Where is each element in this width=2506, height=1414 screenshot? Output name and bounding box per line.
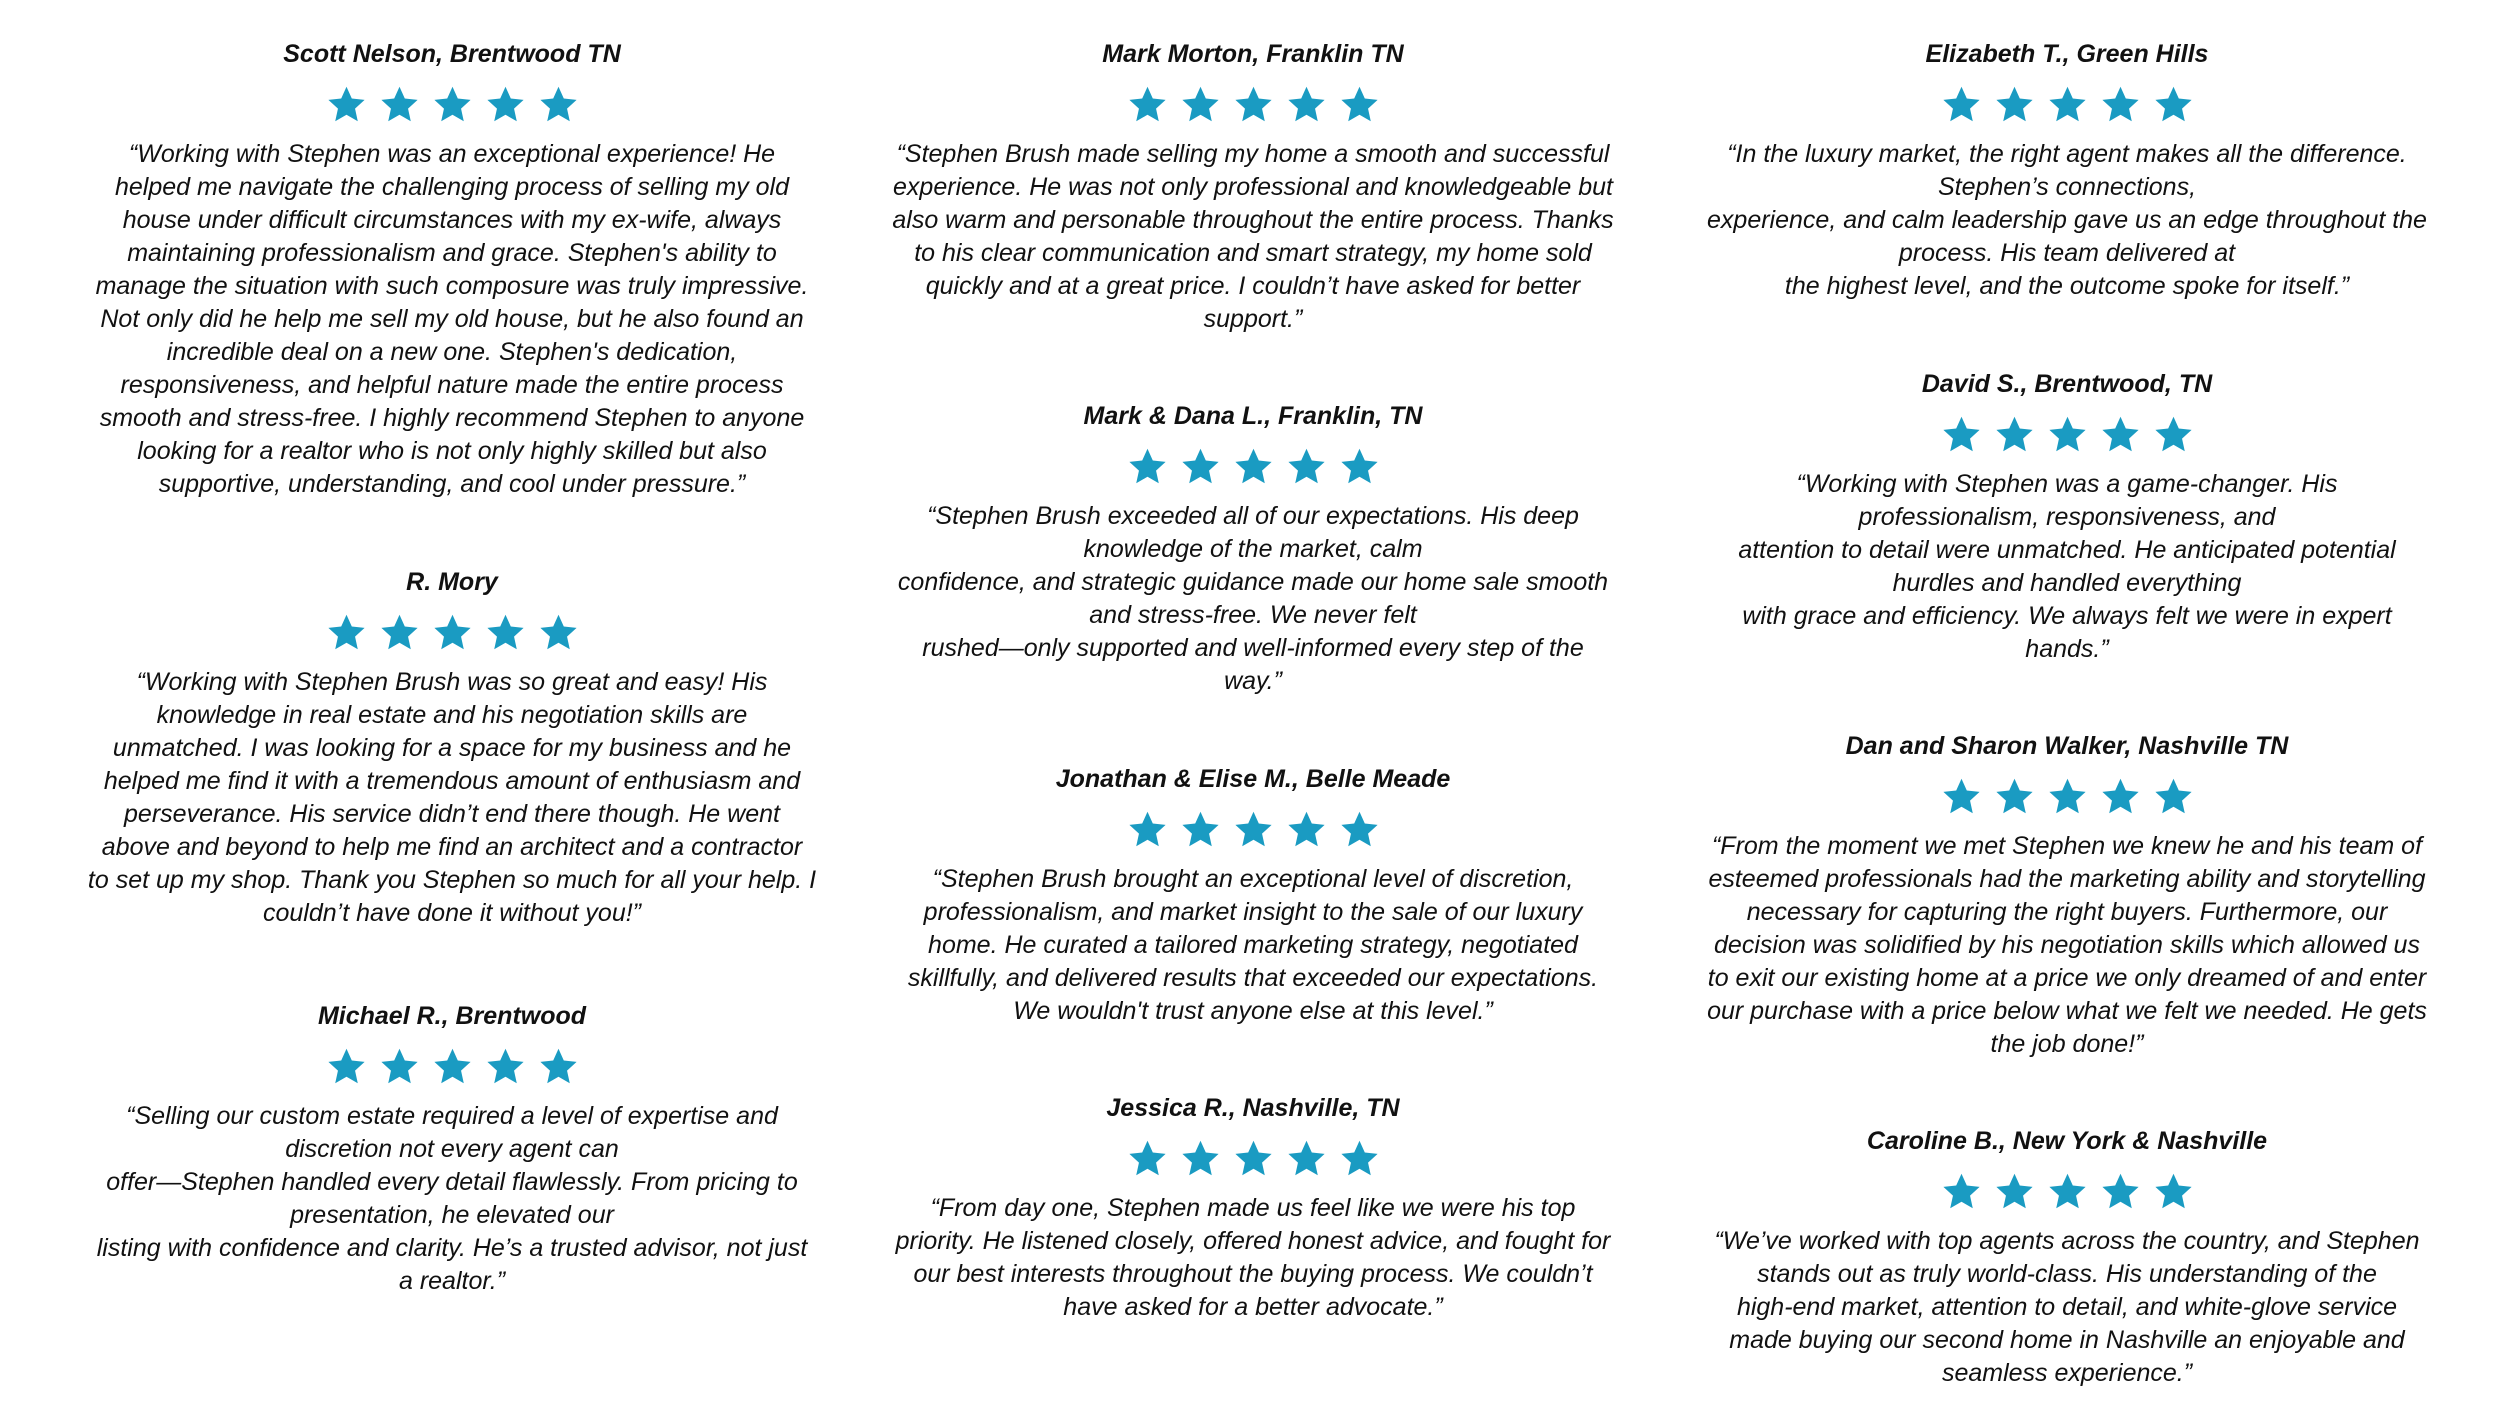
- testimonial-card: [82, 1000, 822, 1298]
- testimonial-card: [1697, 730, 2437, 1061]
- reviewer-name: Jessica R., Nashville, TN: [1106, 1094, 1400, 1122]
- reviewer-name: Scott Nelson, Brentwood TN: [283, 40, 621, 68]
- testimonial-card: [1697, 1125, 2437, 1390]
- star-icon: [379, 84, 420, 125]
- star-icon: [1233, 84, 1274, 125]
- reviewer-name: R. Mory: [406, 568, 498, 596]
- testimonial-card: [82, 38, 822, 501]
- reviewer-name: Elizabeth T., Green Hills: [1925, 40, 2209, 68]
- star-icon: [485, 612, 526, 653]
- star-icon: [1941, 776, 1982, 817]
- testimonial-card: [82, 566, 822, 930]
- testimonial-card: [883, 38, 1623, 336]
- star-icon: [326, 612, 367, 653]
- star-icon: [538, 1046, 579, 1087]
- review-text: “Selling our custom estate required a level of expertise and discretion not every agent can offer—Stephen handled every detail flawlessly. From pricing to presentation, he elevated our listing with confidence and clarity. He’s a trusted advisor, not just a realtor.”: [96, 1102, 808, 1295]
- star-icon: [1994, 414, 2035, 455]
- star-icon: [1286, 84, 1327, 125]
- star-rating: [883, 84, 1623, 126]
- star-icon: [1127, 446, 1168, 487]
- star-icon: [1180, 1138, 1221, 1179]
- star-icon: [2100, 84, 2141, 125]
- reviewer-name: Mark & Dana L., Franklin, TN: [1083, 402, 1423, 430]
- star-icon: [326, 1046, 367, 1087]
- testimonial-card: [1697, 368, 2437, 666]
- review-text: “Working with Stephen was a game-changer. His professionalism, responsiveness, and attention to detail were unmatched. He anticipated potential hurdles and handled everything with grace and efficiency. We always felt we were in expert hands.”: [1738, 470, 2396, 663]
- star-rating: [1697, 1171, 2437, 1213]
- star-icon: [2153, 84, 2194, 125]
- star-icon: [1286, 1138, 1327, 1179]
- star-rating: [82, 612, 822, 654]
- star-rating: [883, 809, 1623, 851]
- star-rating: [1697, 84, 2437, 126]
- star-icon: [538, 84, 579, 125]
- review-text: “Stephen Brush exceeded all of our expectations. His deep knowledge of the market, calm confidence, and strategic guidance made our home sale smooth and stress-free. We never felt rushed—only supported and well-informed every step of the way.”: [897, 502, 1609, 695]
- star-icon: [326, 84, 367, 125]
- star-icon: [1941, 1171, 1982, 1212]
- star-icon: [1339, 446, 1380, 487]
- star-icon: [1180, 446, 1221, 487]
- reviewer-name: Jonathan & Elise M., Belle Meade: [1055, 765, 1451, 793]
- star-icon: [1180, 84, 1221, 125]
- star-icon: [1180, 809, 1221, 850]
- star-icon: [2153, 776, 2194, 817]
- star-icon: [1286, 446, 1327, 487]
- star-icon: [2100, 1171, 2141, 1212]
- star-rating: [82, 1046, 822, 1088]
- reviewer-name: David S., Brentwood, TN: [1921, 370, 2213, 398]
- review-text: “We’ve worked with top agents across the country, and Stephen stands out as truly world-class. His understanding of the high-end market, attention to detail, and white-glove service made buying our second home in Nashville an enjoyable and seamless experience.”: [1714, 1227, 2420, 1387]
- star-icon: [432, 84, 473, 125]
- star-icon: [1339, 809, 1380, 850]
- testimonial-card: [883, 1092, 1623, 1324]
- review-text: “Working with Stephen Brush was so great and easy! His knowledge in real estate and his negotiation skills are unmatched. I was looking for a space for my business and he helped me find it with a tremendous amount of enthusiasm and perseverance. His service didn’t end there though. He went above and beyond to help me find an architect and a contractor to set up my shop. Thank you Stephen so much for all your help. I couldn’t have done it without you!”: [87, 668, 817, 927]
- star-icon: [2100, 414, 2141, 455]
- star-icon: [1941, 84, 1982, 125]
- star-rating: [883, 446, 1623, 488]
- star-icon: [1941, 414, 1982, 455]
- star-icon: [1127, 809, 1168, 850]
- star-icon: [1127, 1138, 1168, 1179]
- star-icon: [1127, 84, 1168, 125]
- star-rating: [1697, 776, 2437, 818]
- star-icon: [1994, 776, 2035, 817]
- star-icon: [1339, 1138, 1380, 1179]
- star-icon: [379, 1046, 420, 1087]
- star-icon: [432, 612, 473, 653]
- star-icon: [2047, 414, 2088, 455]
- review-text: “In the luxury market, the right agent makes all the difference. Stephen’s connections, experience, and calm leadership gave us an edge throughout the process. His team delivered at the highest level, and the outcome spoke for itself.”: [1707, 140, 2427, 300]
- star-icon: [432, 1046, 473, 1087]
- star-rating: [82, 84, 822, 126]
- testimonial-card: [1697, 38, 2437, 303]
- star-icon: [1233, 1138, 1274, 1179]
- star-icon: [2100, 776, 2141, 817]
- star-icon: [485, 84, 526, 125]
- star-rating: [883, 1138, 1623, 1180]
- star-rating: [1697, 414, 2437, 456]
- review-text: “From the moment we met Stephen we knew he and his team of esteemed professionals had the marketing ability and storytelling necessary for capturing the right buyers. Furthermore, our decision was solidified by his negotiation skills which allowed us to exit our existing home at a price we only dreamed of and enter our purchase with a price below what we felt we needed. He gets the job done!”: [1707, 832, 2427, 1058]
- star-icon: [1233, 446, 1274, 487]
- star-icon: [2047, 84, 2088, 125]
- star-icon: [2047, 1171, 2088, 1212]
- review-text: “Working with Stephen was an exceptional experience! He helped me navigate the challenging process of selling my old house under difficult circumstances with my ex-wife, always maintaining professionalism and grace. Stephen's ability to manage the situation with such composure was truly impressive. Not only did he help me sell my old house, but he also found an incredible deal on a new one. Stephen's dedication, responsiveness, and helpful nature made the entire process smooth and stress-free. I highly recommend Stephen to anyone looking for a realtor who is not only highly skilled but also supportive, understanding, and cool under pressure.”: [95, 140, 809, 498]
- star-icon: [2047, 776, 2088, 817]
- star-icon: [1339, 84, 1380, 125]
- testimonial-card: [883, 763, 1623, 1028]
- star-icon: [1994, 84, 2035, 125]
- star-icon: [485, 1046, 526, 1087]
- testimonial-card: [883, 400, 1623, 698]
- review-text: “From day one, Stephen made us feel like we were his top priority. He listened closely, offered honest advice, and fought for our best interests throughout the buying process. We couldn’t have asked for a better advocate.”: [895, 1194, 1611, 1321]
- star-icon: [538, 612, 579, 653]
- star-icon: [379, 612, 420, 653]
- review-text: “Stephen Brush brought an exceptional level of discretion, professionalism, and market insight to the sale of our luxury home. He curated a tailored marketing strategy, negotiated skillfully, and delivered results that exceeded our expectations. We wouldn't trust anyone else at this level.”: [907, 865, 1599, 1025]
- reviewer-name: Caroline B., New York & Nashville: [1866, 1127, 2268, 1155]
- reviewer-name: Mark Morton, Franklin TN: [1102, 40, 1404, 68]
- star-icon: [2153, 1171, 2194, 1212]
- review-text: “Stephen Brush made selling my home a smooth and successful experience. He was not only professional and knowledgeable but also warm and personable throughout the entire process. Thanks to his clear communication and smart strategy, my home sold quickly and at a great price. I couldn’t have asked for better support.”: [892, 140, 1614, 333]
- star-icon: [1286, 809, 1327, 850]
- reviewer-name: Dan and Sharon Walker, Nashville TN: [1845, 732, 2289, 760]
- star-icon: [2153, 414, 2194, 455]
- star-icon: [1994, 1171, 2035, 1212]
- star-icon: [1233, 809, 1274, 850]
- reviewer-name: Michael R., Brentwood: [317, 1002, 587, 1030]
